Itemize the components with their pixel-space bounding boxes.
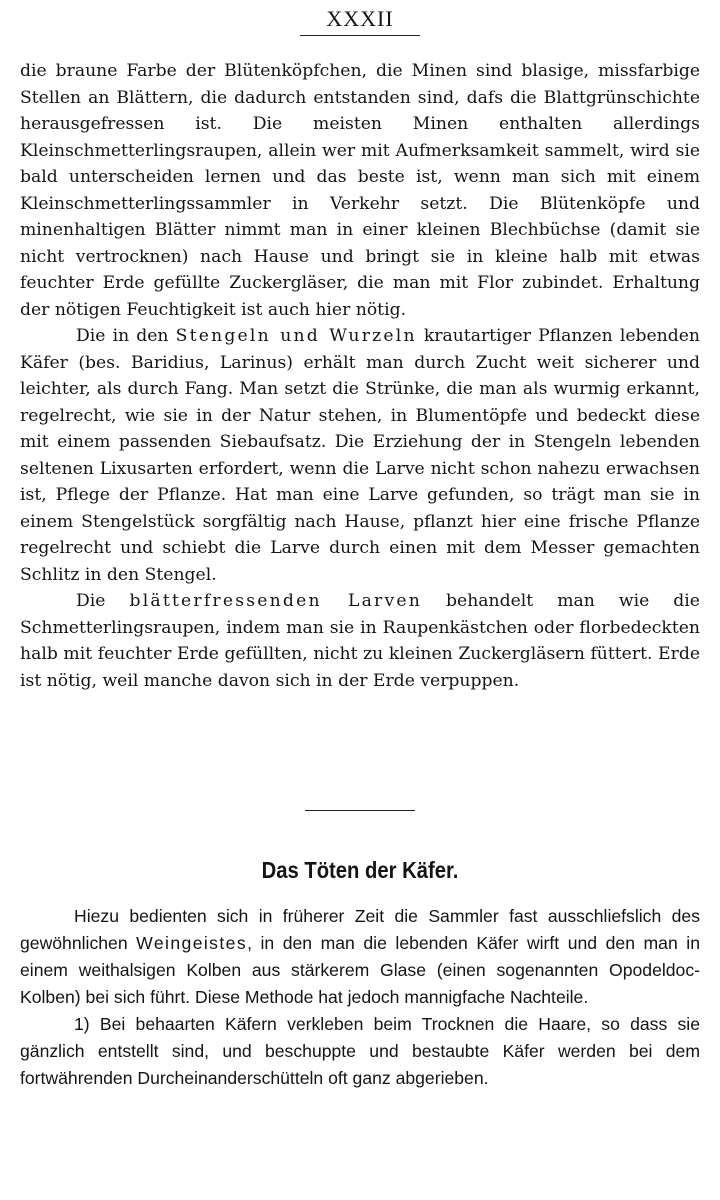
- text-block-bottom: [20, 903, 700, 1092]
- page-number: XXXII: [300, 6, 419, 36]
- emphasis-stengeln-wurzeln: Stengeln und Wurzeln: [175, 326, 417, 346]
- paragraph-larven: [20, 588, 700, 694]
- paragraph-minen: die braune Farbe der Blütenköpfchen, die Minen sind blasige, missfarbige Stellen an Blättern, die dadurch entstanden sind, dafs die Blattgrünschichte herausgefressen ist. Die meisten Minen enthalten allerdings Kleinschmetterlingsraupen, allein wer mit Aufmerksamkeit sammelt, wird sie bald unterscheiden lernen und das beste ist, wenn man sich mit einem Kleinschmetterlingssammler in Verkehr setzt. Die Blütenköpfe und minenhaltigen Blätter nimmt man in einer kleinen Blechbüchse (damit sie nicht vertrocknen) nach Hause und bringt sie in kleine halb mit etwas feuchter Erde gefüllte Zuckergläser, die man mit Flor zubindet. Erhaltung der nötigen Feuchtigkeit ist auch hier nötig.: [20, 61, 700, 320]
- emphasis-blaetterfressende-larven: blätterfressenden Larven: [129, 591, 422, 611]
- emphasis-weingeistes: Weingeistes: [136, 933, 248, 953]
- section-divider: [305, 810, 415, 811]
- paragraph-nachteil-1: 1) Bei behaarten Käfern verkleben beim Trocknen die Haare, so dass sie gänzlich entstellt sind, und beschuppte und bestaubte Käfer werden bei dem fortwährenden Durcheinanderschütteln oft ganz abgerieben.: [20, 1014, 700, 1088]
- paragraph-stengel-start: Die in den: [76, 326, 176, 346]
- paragraph-weingeist-start: Hiezu bedienten sich in früherer Zeit die Sammler fast ausschliefslich des gewöhnlichen: [20, 906, 700, 953]
- paragraph-larven-rest: behandelt man wie die Schmetterlingsraupen, indem man sie in Raupenkästchen oder florbedeckten halb mit feuchter Erde gefüllten, nicht zu kleinen Zuckergläsern füttert. Erde ist nötig, weil manche davon sich in der Erde verpuppen.: [20, 591, 700, 691]
- text-block-top: [20, 58, 700, 694]
- paragraph-larven-start: Die: [76, 591, 130, 611]
- paragraph-weingeist: [20, 903, 700, 1011]
- section-heading: Das Töten der Käfer.: [261, 857, 459, 883]
- paragraph-stengel-rest: krautartiger Pflanzen lebenden Käfer (bes. Baridius, Larinus) erhält man durch Zucht weit sicherer und leichter, als durch Fang. Man setzt die Strünke, die man als wurmig erkannt, regelrecht, wie sie in der Natur stehen, in Blumentöpfe und bedeckt diese mit einem passenden Siebaufsatz. Die Erziehung der in Stengeln lebenden seltenen Lixusarten erfordert, wenn die Larve nicht schon nahezu erwachsen ist, Pflege der Pflanze. Hat man eine Larve gefunden, so trägt man sie in einem Stengelstück sorgfältig nach Hause, pflanzt hier eine frische Pflanze regelrecht und schiebt die Larve durch einen mit dem Messer gemachten Schlitz in den Stengel.: [20, 326, 700, 585]
- page-header: [0, 6, 720, 36]
- paragraph-stengel: [20, 323, 700, 588]
- paragraph-weingeist-rest: , in den man die lebenden Käfer wirft und den man in einem weithalsigen Kolben aus stärkerem Glase (einen sogenannten Opodeldoc-Kolben) bei sich führt. Diese Methode hat jedoch mannigfache Nachteile.: [20, 933, 700, 1007]
